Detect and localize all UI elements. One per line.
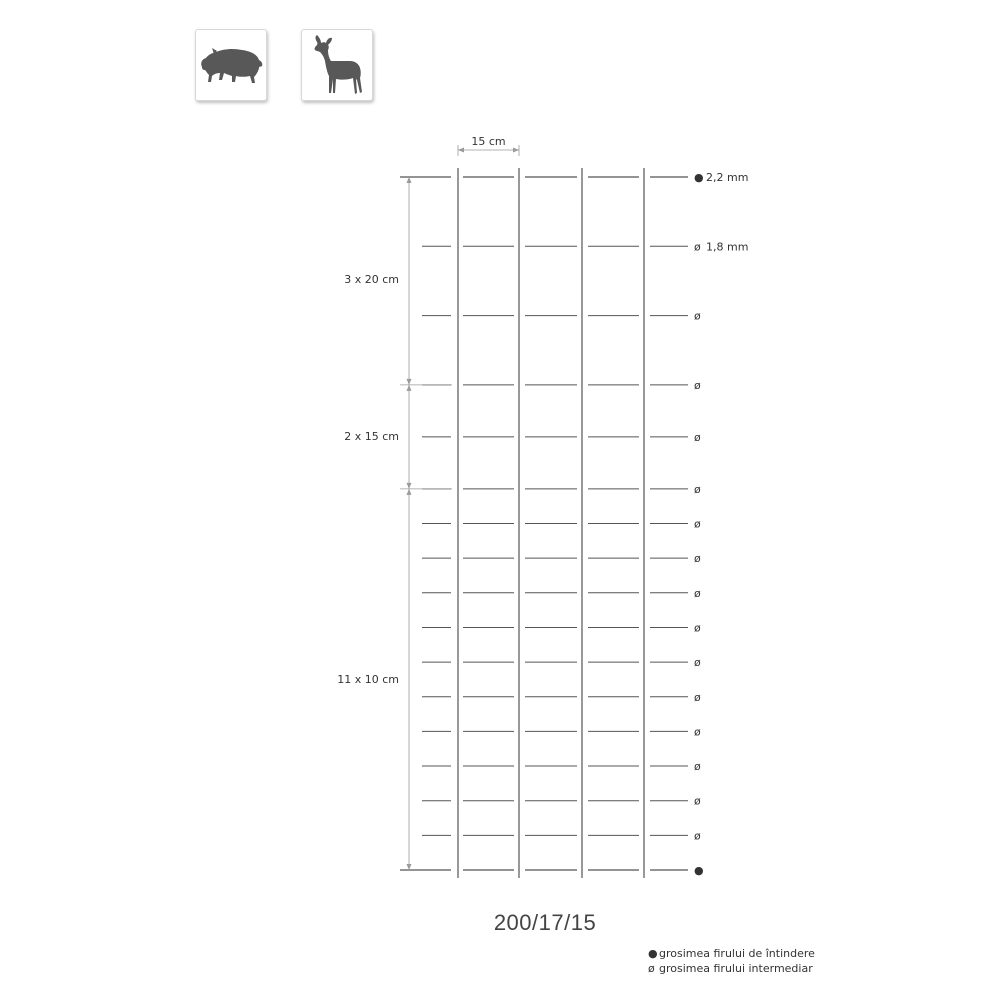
spacing-arrow-left (458, 148, 464, 153)
intermediate-wire-symbol: ø (694, 690, 701, 704)
section-label-bottom: 11 x 10 cm (337, 673, 399, 686)
legend-text-tension: grosimea firului de întindere (659, 947, 815, 960)
fence-wires (400, 177, 688, 870)
intermediate-wire-symbol: ø (694, 725, 701, 739)
tension-wire-symbol: ● (694, 171, 704, 184)
wire-thickness-label: 1,8 mm (706, 240, 749, 254)
dimension-arrow-down-3 (407, 864, 412, 870)
dimension-arrow-up-2 (407, 385, 412, 391)
section-label-top: 3 x 20 cm (344, 273, 399, 286)
intermediate-wire-symbol: ø (694, 656, 701, 670)
intermediate-wire-symbol: ø (694, 760, 701, 774)
intermediate-wire-symbol: ø (694, 586, 701, 600)
intermediate-wire-symbol: ø (694, 517, 701, 531)
legend-item-intermediate (648, 961, 815, 976)
intermediate-wire-symbol: ø (694, 829, 701, 843)
dimension-arrow-down-2 (407, 483, 412, 489)
tension-wire-symbol: ● (694, 864, 704, 877)
spacing-arrow-right (513, 148, 519, 153)
dimension-arrow-down-1 (407, 379, 412, 385)
post-spacing-label: 15 cm (471, 135, 506, 148)
intermediate-wire-symbol: ø (694, 240, 701, 254)
intermediate-wire-symbol: ø (694, 430, 701, 444)
legend-item-tension (648, 946, 815, 961)
tension-wire-symbol: ● (648, 947, 658, 960)
legend (648, 946, 815, 976)
intermediate-wire-symbol: ø (694, 309, 701, 323)
intermediate-wire-symbol: ø (694, 621, 701, 635)
intermediate-wire-symbol: ø (694, 482, 701, 496)
intermediate-wire-symbol: ø (694, 552, 701, 566)
section-labels (337, 273, 399, 686)
model-code: 200/17/15 (493, 910, 597, 935)
intermediate-wire-symbol: ø (648, 962, 655, 975)
legend-text-intermediate: grosimea firului intermediar (659, 962, 813, 975)
dimension-arrow-up-3 (407, 489, 412, 495)
intermediate-wire-symbol: ø (694, 378, 701, 392)
section-label-middle: 2 x 15 cm (344, 430, 399, 443)
intermediate-wire-symbol: ø (694, 794, 701, 808)
wire-thickness-labels (694, 171, 748, 877)
wire-thickness-label: 2,2 mm (706, 171, 749, 184)
post-spacing-dimension (458, 135, 519, 156)
dimension-arrow-up-1 (407, 177, 412, 183)
